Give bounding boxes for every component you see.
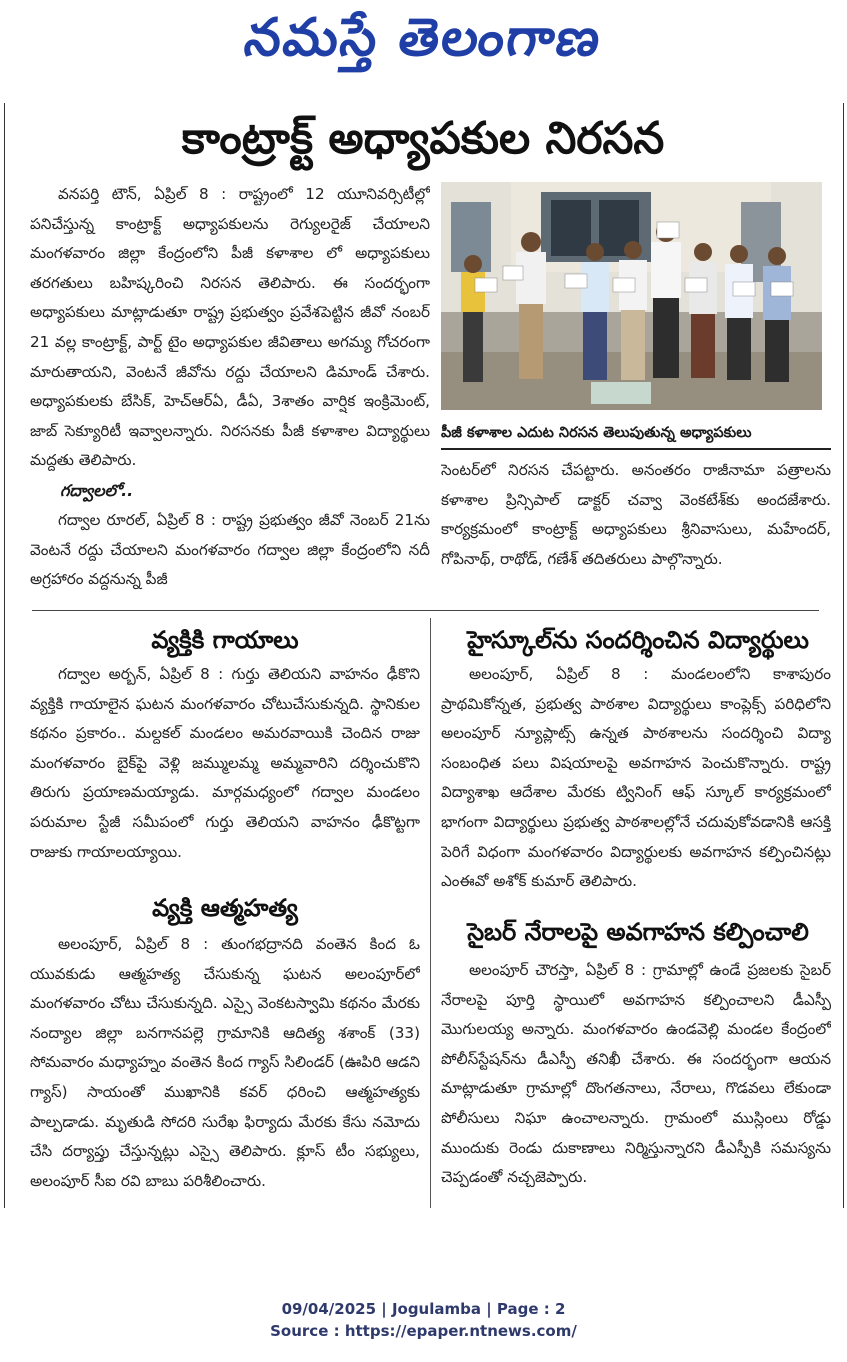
photo-caption: పీజీ కళాశాల ఎదుట నిరసన తెలుపుతున్న అధ్యాపకులు — [441, 416, 831, 450]
story-suicide-body: అలంపూర్, ఏప్రిల్ 8 : తుంగభద్రానది వంతెన కింద ఓ యువకుడు ఆత్మహత్య చేసుకున్న ఘటన అలంపూర్‌లో మంగళవారం చోటు చేసుకున్నది. ఎస్సై వెంకటస్వామి కథనం మేరకు నంద్యాల జిల్లా బనగానపల్లె గ్రామానికి ఆదిత్య శశాంక్ (33) సోమవారం మధ్యాహ్నం వంతెన కింద గ్యాస్ సిలిండర్ (ఊపిరి ఆడని గ్యాస్) సాయంతో ముఖానికి కవర్ ధరించి ఆత్మహత్యకు పాల్పడాడు. మృతుడి సోదరి సురేఖ ఫిర్యాదు మేరకు కేసు నమోదు చేసి దర్యాప్తు చేస్తున్నట్లు ఎస్సై తెలిపారు. క్లూస్ టీం సభ్యులు, అలంపూర్ సీఐ రవి బాబు పరిశీలించారు. — [30, 935, 420, 1190]
story-suicide-title: వ్యక్తి ఆత్మహత్య — [152, 894, 298, 922]
masthead — [0, 0, 847, 78]
footer-source: Source : https://epaper.ntnews.com/ — [270, 1322, 577, 1340]
story-injury-body: గద్వాల అర్బన్, ఏప్రిల్ 8 : గుర్తు తెలియని వాహనం ఢీకొని వ్యక్తికి గాయాలైన ఘటన మంగళవారం చోటుచేసుకున్నది. స్థానికుల కథనం ప్రకారం.. మల్దకల్ మండలం అమరవాయికి చెందిన రాజు మంగళవారం బైక్‌పై వెళ్లి జమ్ములమ్మ అమ్మవారిని దర్శించుకొని తిరుగు ప్రయాణమయ్యాడు. మార్గమధ్యంలో గద్వాల మండలం పరుమాల స్టేజీ సమీపంలో గుర్తు తెలియని వాహనం ఢీకొట్టగా రాజుకు గాయాలయ్యాయి. — [30, 665, 420, 861]
page-footer — [0, 1298, 847, 1342]
lead-subhead-gadwal: గద్వాలలో.. — [60, 480, 134, 500]
section-divider — [32, 610, 819, 611]
lead-headline: కాంట్రాక్ట్ అధ్యాపకుల నిరసన — [181, 113, 665, 164]
page-border-right — [843, 103, 844, 1208]
lead-paragraph-1: వనపర్తి టౌన్, ఏప్రిల్ 8 : రాష్ట్రంలో 12 యూనివర్సిటీల్లో పనిచేస్తున్న కాంట్రాక్ట్ అధ్యాపకులను రెగ్యులరైజ్ చేయాలని మంగళవారం జిల్లా కేంద్రంలోని పీజీ కళాశాల లో అధ్యాపకులు తరగతులు బహిష్కరించి నిరసన తెలిపారు. ఈ సందర్భంగా అధ్యాపకులు మాట్లాడుతూ రాష్ట్ర ప్రభుత్వం ప్రవేశపెట్టిన జీవో నంబర్ 21 వల్ల కాంట్రాక్ట్, పార్ట్ టైం అధ్యాపకుల జీవితాలు అగమ్య గోచరంగా మారుతాయని, వెంటనే జీవోను రద్దు చేయాలని డిమాండ్ చేశారు. అధ్యాపకులకు బేసిక్, హెచ్‌ఆర్‌ఏ, డీఏ, 3శాతం వార్షిక ఇంక్రిమెంట్, జాబ్ సెక్యూరిటీ ఇవ్వాలన్నారు. నిరసనకు పీజీ కళాశాల విద్యార్థులు మద్దతు తెలిపారు. — [30, 185, 430, 470]
story-cyber-body: అలంపూర్ చౌరస్తా, ఏప్రిల్ 8 : గ్రామాల్లో ఉండే ప్రజలకు సైబర్ నేరాలపై పూర్తి స్థాయిలో అవగాహన కల్పించాలని డీఎస్పీ మొగులయ్య అన్నారు. మంగళవారం ఉండవెల్లి మండల కేంద్రంలో పోలీస్‌స్టేషన్‌ను డీఎస్పీ తనిఖీ చేశారు. ఈ సందర్భంగా ఆయన మాట్లాడుతూ గ్రామాల్లో దొంగతనాలు, నేరాలు, గొడవలు లేకుండా పోలీసులు నిఘా ఉంచాలన్నారు. గ్రామంలో ముస్లింలు రోడ్డు ముందుకు రెండు దుకాణాలు నిర్మిస్తున్నారని డీఎస్పీకి సమస్యను చెప్పడంతో నచ్చజెప్పారు. — [441, 961, 831, 1187]
story-school-title: హైస్కూల్‌ను సందర్శించిన విద్యార్థులు — [467, 626, 809, 654]
story-injury-body-column — [30, 660, 420, 882]
lead-story-right-column — [441, 456, 831, 606]
column-divider — [430, 618, 431, 1208]
lead-paragraph-3: సెంటర్‌లో నిరసన చేపట్టారు. అనంతరం రాజీనామా పత్రాలను కళాశాల ప్రిన్సిపాల్ డాక్టర్ చవ్వా వెంకటేశ్‌కు అందజేశారు. కార్యక్రమంలో కాంట్రాక్ట్ అధ్యాపకులు శ్రీనివాసులు, మహేందర్, గోపినాథ్, రాథోడ్, గణేశ్ తదితరులు పాల్గొన్నారు. — [441, 461, 831, 568]
page-border-left — [4, 103, 5, 1208]
lead-story-left-column — [30, 180, 430, 604]
story-suicide-body-column — [30, 930, 420, 1208]
story-school-body: అలంపూర్, ఏప్రిల్ 8 : మండలంలోని కాశాపురం ప్రాథమికోన్నత, ప్రభుత్వ పాఠశాల విద్యార్థులు కాంప్లెక్స్ పరిధిలోని అలంపూర్ న్యూప్లాట్స్ ఉన్నత పాఠశాలను సందర్శించి విద్యా సంబంధిత పలు విషయాలపై అవగాహన పెంచుకొన్నారు. రాష్ట్ర విద్యాశాఖ ఆదేశాల మేరకు ట్వినింగ్ ఆఫ్ స్కూల్ కార్యక్రమంలో భాగంగా విద్యార్థులు ప్రభుత్వ పాఠశాలల్లోనే చదువుకోవడానికి ఆసక్తి పెరిగే విధంగా మంగళవారం విద్యార్థులకు అవగాహన కల్పించినట్లు ఎంఈవో అశోక్ కుమార్ తెలిపారు. — [441, 665, 831, 891]
masthead-logo: నమస్తే తెలంగాణ — [240, 7, 607, 68]
lead-paragraph-2: గద్వాల రూరల్, ఏప్రిల్ 8 : రాష్ట్ర ప్రభుత్వం జీవో నెంబర్ 21ను వెంటనే రద్దు చేయాలని మంగళవారం గద్వాల జిల్లా కేంద్రంలోని నదీ అగ్రహారం వద్దనున్న పీజీ — [30, 510, 430, 589]
story-cyber-body-column — [441, 956, 831, 1208]
story-school-body-column — [441, 660, 831, 908]
footer-date-edition: 09/04/2025 | Jogulamba | Page : 2 — [281, 1300, 566, 1318]
protest-photo — [441, 182, 822, 410]
story-injury-title: వ్యక్తికి గాయాలు — [151, 626, 299, 654]
story-cyber-title: సైబర్ నేరాలపై అవగాహన కల్పించాలి — [467, 918, 809, 946]
